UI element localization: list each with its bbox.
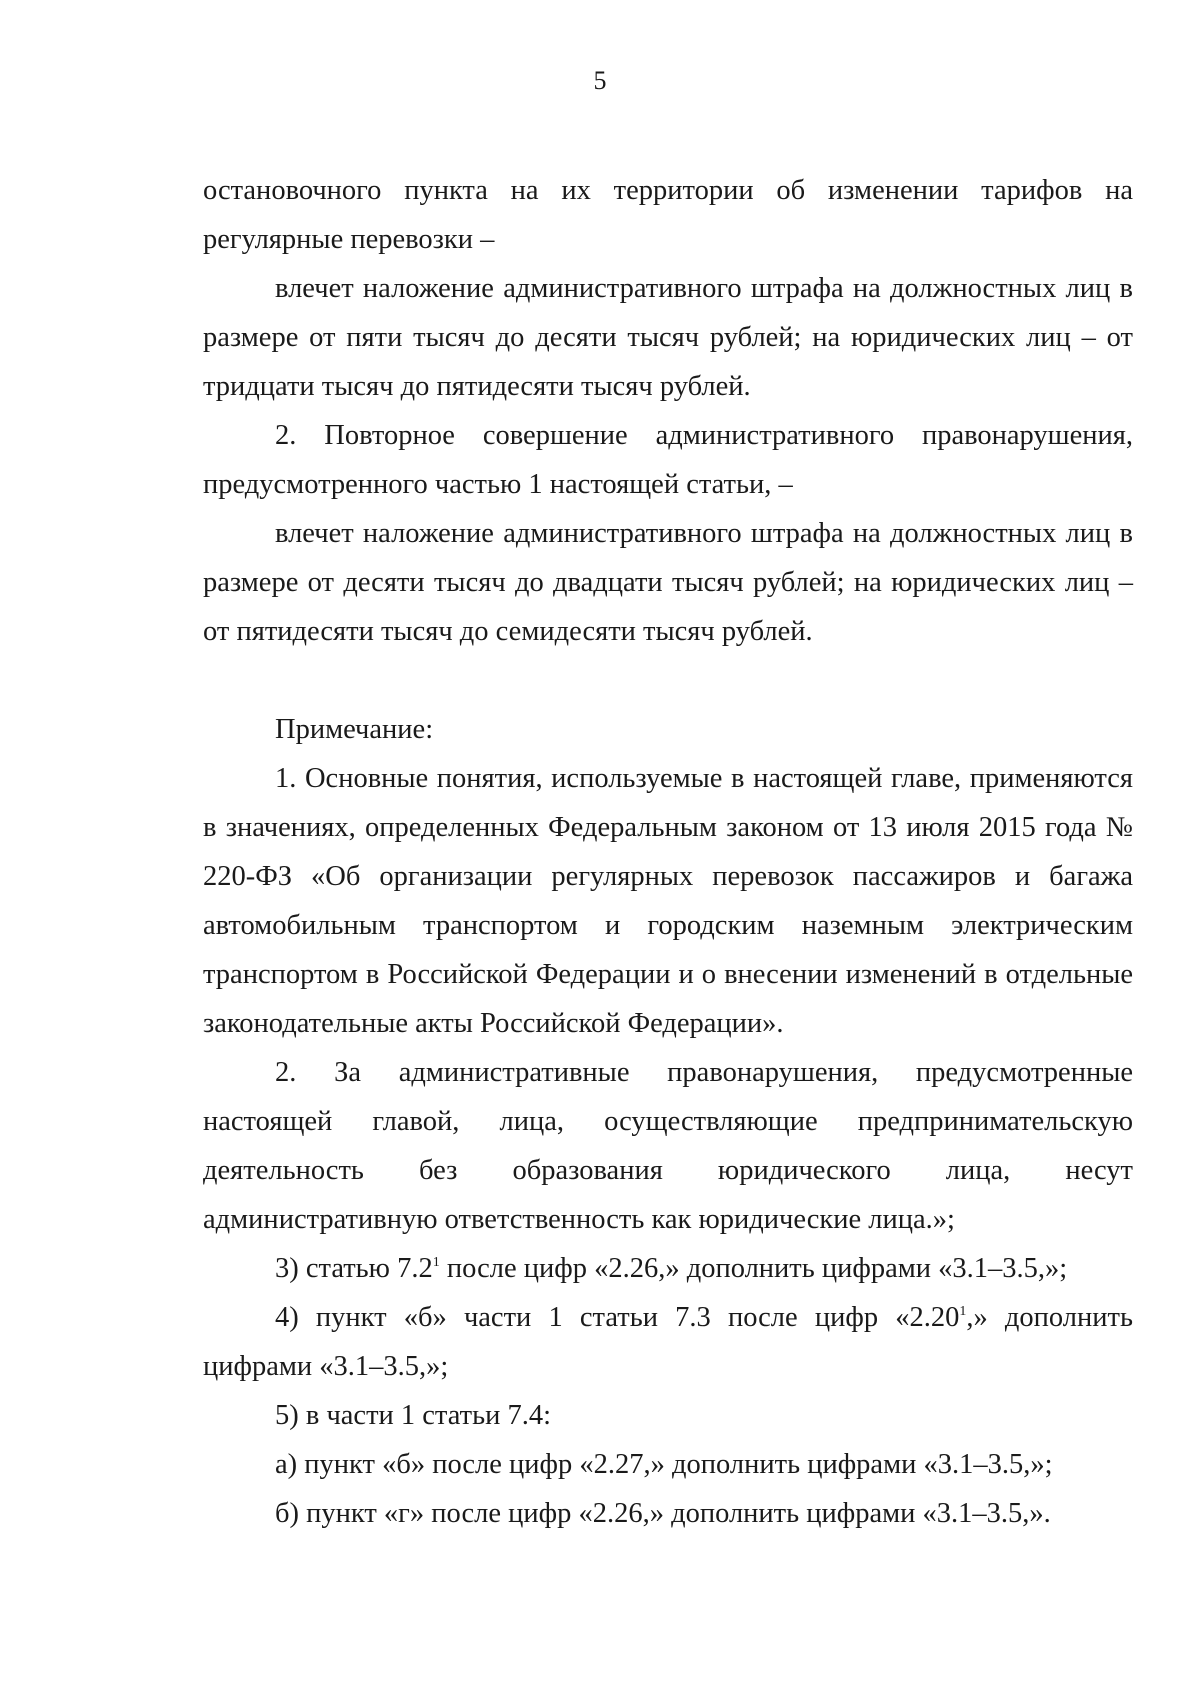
item-3-superscript: 1 [432, 1255, 440, 1270]
paragraph-2: влечет наложение административного штрафа на должностных лиц в размере от пяти тысяч до десяти тысяч рублей; на юридических лиц – от тридцати тысяч до пятидесяти тысяч рублей. [203, 273, 1133, 402]
item-3-text-b: после цифр «2.26,» дополнить цифрами «3.1–3.5,»; [439, 1253, 1068, 1284]
item-4 [203, 1293, 1133, 1391]
paragraph-1: остановочного пункта на их территории об изменении тарифов на регулярные перевозки – [203, 175, 1133, 255]
item-5a: а) пункт «б» после цифр «2.27,» дополнить цифрами «3.1–3.5,»; [275, 1449, 1053, 1480]
item-5b: б) пункт «г» после цифр «2.26,» дополнить цифрами «3.1–3.5,». [275, 1498, 1051, 1529]
paragraph-3: 2. Повторное совершение административного правонарушения, предусмотренного частью 1 настоящей статьи, – [203, 420, 1133, 500]
item-4-text-a: 4) пункт «б» части 1 статьи 7.3 после цифр «2.20 [275, 1302, 960, 1333]
item-3 [203, 1244, 1133, 1293]
paragraph-gap [203, 656, 1133, 705]
paragraph-4: влечет наложение административного штрафа на должностных лиц в размере от десяти тысяч до двадцати тысяч рублей; на юридических лиц – от пятидесяти тысяч до семидесяти тысяч рублей. [203, 518, 1133, 647]
note-1: 1. Основные понятия, используемые в настоящей главе, применяются в значениях, определенных Федеральным законом от 13 июля 2015 года № 220-ФЗ «Об организации регулярных перевозок пассажиров и багажа автомобильным транспортом и городским наземным электрическим транспортом в Российской Федерации и о внесении изменений в отдельные законодательные акты Российской Федерации». [203, 763, 1133, 1039]
document-body [203, 166, 1133, 1538]
item-4-superscript: 1 [959, 1304, 967, 1319]
item-5: 5) в части 1 статьи 7.4: [275, 1400, 552, 1431]
note-heading: Примечание: [275, 714, 434, 745]
item-3-text-a: 3) статью 7.2 [275, 1253, 433, 1284]
note-2: 2. За административные правонарушения, предусмотренные настоящей главой, лица, осуществляющие предпринимательскую деятельность без образования юридического лица, несут административную ответственность как юридические лица.»; [203, 1057, 1133, 1235]
item-4-text-b: ,» дополнить цифрами «3.1–3.5,»; [203, 1302, 1133, 1382]
page-number: 5 [593, 66, 607, 95]
